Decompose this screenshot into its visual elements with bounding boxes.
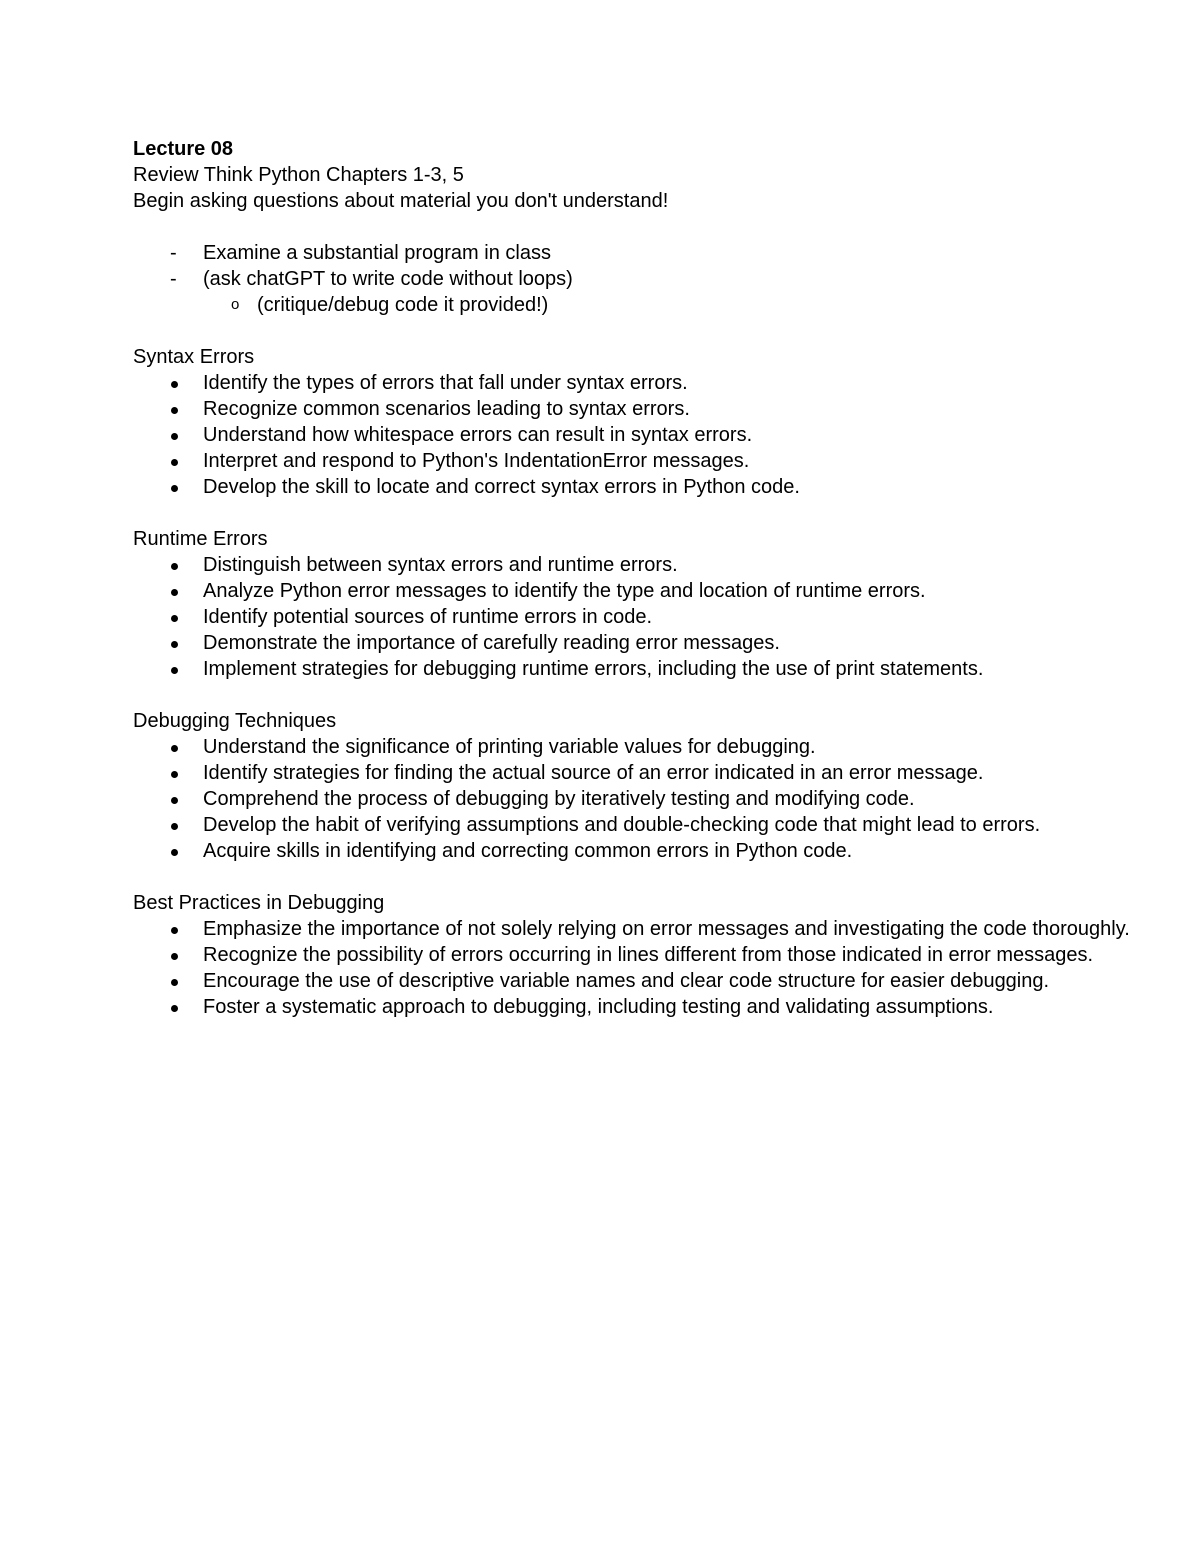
- spacer: [133, 318, 1183, 344]
- bullet-icon: [171, 381, 178, 388]
- list-item-text: Understand the significance of printing variable values for debugging.: [203, 736, 816, 758]
- spacer: [133, 214, 1183, 240]
- dash-marker: -: [170, 268, 177, 290]
- list-item: [133, 474, 1183, 500]
- list-item: [133, 422, 1183, 448]
- document-page: [133, 136, 1183, 1020]
- bullet-icon: [171, 459, 178, 466]
- list-item-text: Interpret and respond to Python's IndentationError messages.: [203, 450, 750, 472]
- list-item: [133, 604, 1183, 630]
- list-item-text: Emphasize the importance of not solely relying on error messages and investigating the code thoroughly.: [203, 918, 1130, 940]
- section-heading-best-practices: Best Practices in Debugging: [133, 892, 385, 914]
- bullet-icon: [171, 407, 178, 414]
- bullet-icon: [171, 979, 178, 986]
- list-item: [133, 968, 1183, 994]
- spacer: [133, 682, 1183, 708]
- list-item-text: Acquire skills in identifying and correcting common errors in Python code.: [203, 840, 853, 862]
- bullet-icon: [171, 485, 178, 492]
- list-item: [133, 916, 1183, 942]
- bullet-icon: [171, 641, 178, 648]
- lecture-title: Lecture 08: [133, 138, 234, 160]
- bullet-icon: [171, 745, 178, 752]
- bullet-icon: [171, 771, 178, 778]
- activity-sub-item: [133, 292, 1183, 318]
- dash-marker: -: [170, 242, 177, 264]
- list-item: [133, 630, 1183, 656]
- bullet-icon: [171, 667, 178, 674]
- list-item: [133, 942, 1183, 968]
- list-item-text: Distinguish between syntax errors and runtime errors.: [203, 554, 678, 576]
- activity-item: [133, 240, 1183, 266]
- section-heading-debugging-techniques: Debugging Techniques: [133, 710, 337, 732]
- list-item: [133, 370, 1183, 396]
- list-item-text: Comprehend the process of debugging by iteratively testing and modifying code.: [203, 788, 915, 810]
- list-item: [133, 994, 1183, 1020]
- bullet-icon: [171, 615, 178, 622]
- list-item-text: Develop the skill to locate and correct syntax errors in Python code.: [203, 476, 800, 498]
- list-item-text: Identify strategies for finding the actual source of an error indicated in an error message.: [203, 762, 984, 784]
- activity-text: (ask chatGPT to write code without loops): [203, 268, 573, 290]
- list-item: [133, 552, 1183, 578]
- review-line: Review Think Python Chapters 1-3, 5: [133, 164, 464, 186]
- section-heading-syntax-errors: Syntax Errors: [133, 346, 255, 368]
- activity-text: Examine a substantial program in class: [203, 242, 551, 264]
- section-heading-runtime-errors: Runtime Errors: [133, 528, 268, 550]
- bullet-icon: [171, 953, 178, 960]
- bullet-icon: [171, 849, 178, 856]
- activity-sub-text: (critique/debug code it provided!): [257, 294, 549, 316]
- list-item-text: Demonstrate the importance of carefully reading error messages.: [203, 632, 780, 654]
- bullet-icon: [171, 823, 178, 830]
- list-item-text: Analyze Python error messages to identify the type and location of runtime errors.: [203, 580, 926, 602]
- list-item-text: Develop the habit of verifying assumptions and double-checking code that might lead to errors.: [203, 814, 1041, 836]
- questions-prompt: Begin asking questions about material you don't understand!: [133, 190, 669, 212]
- circle-bullet-marker: o: [231, 296, 240, 313]
- list-item: [133, 448, 1183, 474]
- bullet-icon: [171, 927, 178, 934]
- list-item-text: Encourage the use of descriptive variable names and clear code structure for easier debugging.: [203, 970, 1050, 992]
- spacer: [133, 864, 1183, 890]
- list-item: [133, 838, 1183, 864]
- list-item: [133, 396, 1183, 422]
- list-item-text: Identify the types of errors that fall under syntax errors.: [203, 372, 688, 394]
- spacer: [133, 500, 1183, 526]
- list-item: [133, 786, 1183, 812]
- bullet-icon: [171, 589, 178, 596]
- list-item-text: Recognize common scenarios leading to syntax errors.: [203, 398, 690, 420]
- bullet-icon: [171, 433, 178, 440]
- activity-item: [133, 266, 1183, 292]
- list-item: [133, 812, 1183, 838]
- list-item-text: Understand how whitespace errors can result in syntax errors.: [203, 424, 753, 446]
- list-item-text: Identify potential sources of runtime errors in code.: [203, 606, 653, 628]
- bullet-icon: [171, 563, 178, 570]
- list-item-text: Foster a systematic approach to debugging, including testing and validating assumptions.: [203, 996, 994, 1018]
- list-item: [133, 760, 1183, 786]
- list-item: [133, 734, 1183, 760]
- list-item-text: Recognize the possibility of errors occurring in lines different from those indicated in error messages.: [203, 944, 1094, 966]
- list-item: [133, 578, 1183, 604]
- list-item-text: Implement strategies for debugging runtime errors, including the use of print statements.: [203, 658, 984, 680]
- bullet-icon: [171, 1005, 178, 1012]
- list-item: [133, 656, 1183, 682]
- bullet-icon: [171, 797, 178, 804]
